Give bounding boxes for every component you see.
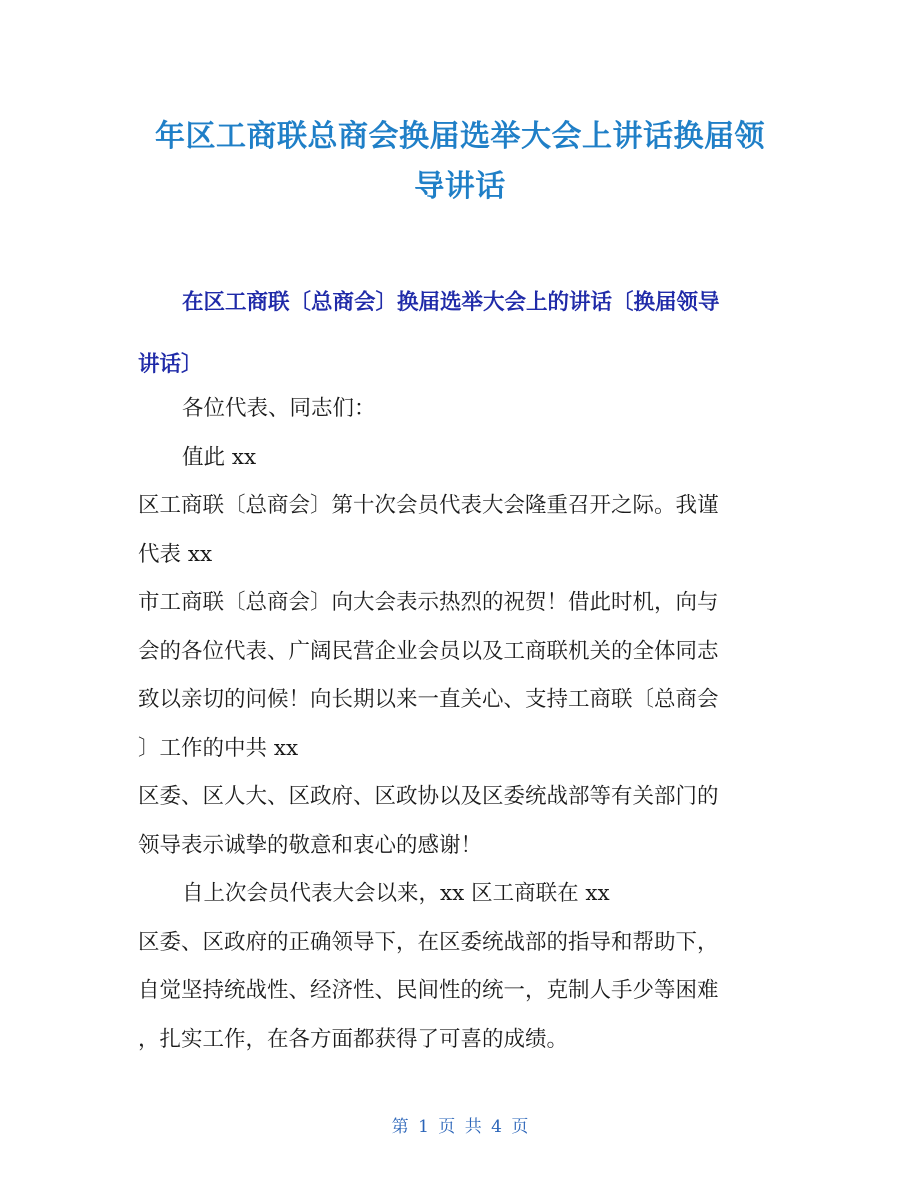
speech-heading-line-1: 在区工商联〔总商会〕换届选举大会上的讲话〔换届领导 (182, 290, 720, 315)
speech-heading-line-2: 讲话〕 (138, 352, 203, 377)
speech-body (138, 385, 788, 1064)
body-line: 自觉坚持统战性、经济性、民间性的统一，克制人手少等困难 (138, 978, 719, 1003)
body-line: 值此 xx (182, 444, 257, 470)
document-title (100, 112, 820, 212)
speech-heading (138, 272, 788, 396)
body-line: 代表 xx (138, 541, 213, 567)
paragraph-achievements (138, 870, 788, 1064)
body-line: ，扎实工作，在各方面都获得了可喜的成绩。 (138, 1026, 569, 1052)
document-title-line-2: 导讲话 (414, 169, 506, 204)
body-line: 区工商联〔总商会〕第十次会员代表大会隆重召开之际。我谨 (138, 493, 719, 518)
body-line: 区委、区人大、区政府、区政协以及区委统战部等有关部门的 (138, 784, 719, 809)
page-number-footer: 第 1 页 共 4 页 (391, 1117, 529, 1137)
paragraph-greeting (138, 385, 788, 434)
document-title-line-1: 年区工商联总商会换届选举大会上讲话换届领 (155, 119, 765, 154)
body-line: 自上次会员代表大会以来，xx 区工商联在 xx (182, 881, 610, 906)
body-line: 会的各位代表、广阔民营企业会员以及工商联机关的全体同志 (138, 638, 719, 664)
body-line: 〕工作的中共 xx (138, 735, 299, 761)
body-line: 致以亲切的问候！向长期以来一直关心、支持工商联〔总商会 (138, 687, 719, 712)
body-line: 领导表示诚挚的敬意和衷心的感谢！ (138, 832, 483, 858)
body-line: 市工商联〔总商会〕向大会表示热烈的祝贺！借此时机，向与 (138, 590, 719, 615)
paragraph-congratulation (138, 434, 788, 871)
body-line: 各位代表、同志们： (182, 396, 376, 421)
body-line: 区委、区政府的正确领导下，在区委统战部的指导和帮助下， (138, 929, 719, 955)
